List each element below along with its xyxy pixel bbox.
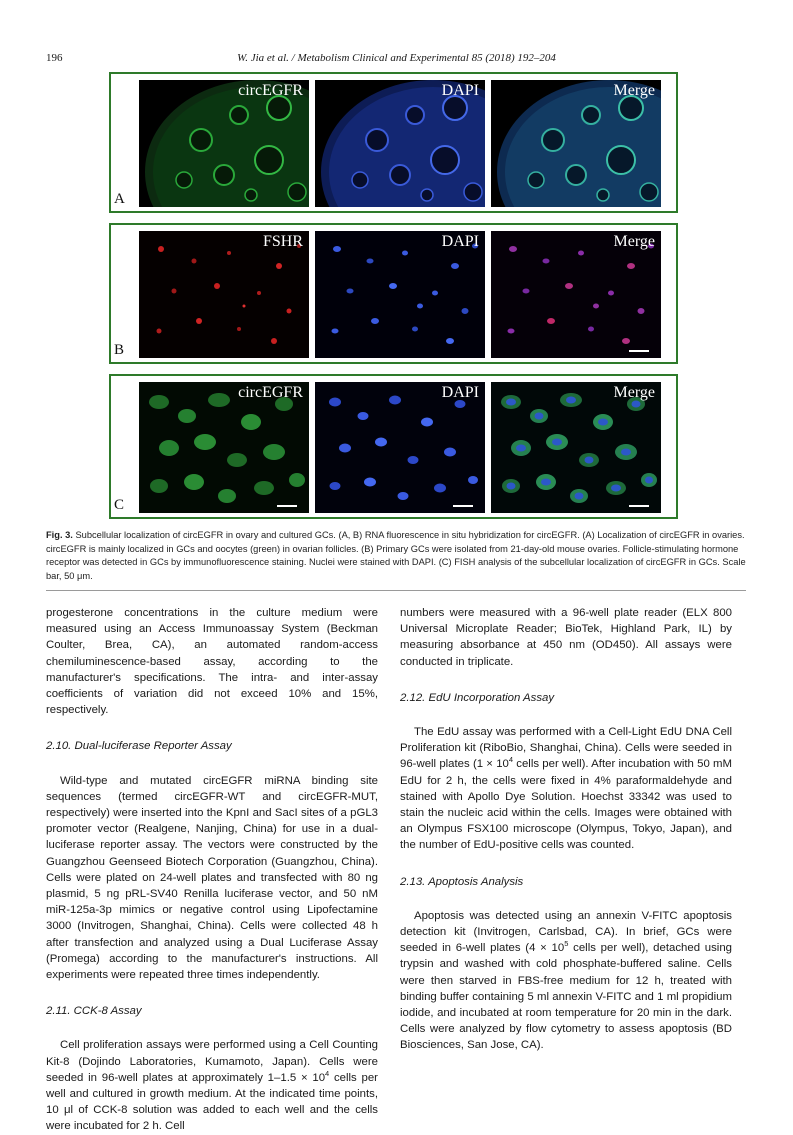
running-header (46, 52, 747, 68)
right-column (400, 605, 732, 1054)
micrograph-c-merge (491, 382, 661, 513)
divider (46, 590, 746, 591)
caption-label: Fig. 3. (46, 530, 73, 540)
figure-panel-b (109, 223, 678, 364)
scale-bar (629, 505, 649, 507)
micrograph-a-dapi (315, 80, 485, 207)
micrograph-c-dapi (315, 382, 485, 513)
image-label: Merge (613, 384, 655, 401)
panel-label-a: A (114, 191, 125, 207)
paragraph: numbers were measured with a 96-well plate reader (ELX 800 Universal Microplate Reader; BioTek, Highland Park, IL) by measuring absorbance at 450 nm (OD450). All assays were conducted in triplicate. (400, 607, 732, 668)
paragraph: The EdU assay was performed with a Cell-Light EdU DNA Cell Proliferation kit (RiboBio, Shanghai, China). Cells were seeded in 96-well plates ($1 \times 10^4$ cells per well). After incubation with 50 mM EdU for 2 h, the cells were fixed in 4% paraformaldehyde and stained with Apollo Dye Solution. Hoechst 33342 was used to stain the nucleic acid within the cells. Images were obtained with an Olympus FSX100 microscope (Olympus, Tokyo, Japan), and the number of EdU-positive cells was counted. (400, 726, 732, 852)
image-label: circEGFR (238, 82, 303, 99)
paragraph: Apoptosis was detected using an annexin V-FITC apoptosis detection kit (Invitrogen, Carlsbad, CA). In brief, GCs were seeded in 6-well plates ($4 \times 10^5$ cells per well), detached using trypsin and washed with cold phosphate-buffered saline. Cells were then starved in FBS-free medium for 12 h, treated with binding buffer containing 5 ml annexin V-FITC and 1 ml propidium iodide, and incubated at room temperature for 20 min in the dark. Cells were analyzed by flow cytometry to assess apoptosis (BD Biosciences, San Jose, CA). (400, 909, 732, 1052)
paragraph: Wild-type and mutated circEGFR miRNA binding site sequences (termed circEGFR-WT and circEGFR-MUT, respectively) were inserted into the KpnI and SacI sites of a pGL3 promoter vector (Realgene, Nanjing, China) for use in a dual-luciferase reporter assay. The vectors were constructed by the Guangzhou Geenseed Biotech Corporation (Guangzhou, China). Cells were plated on 24-well plates and transfected with 80 ng plasmid, 5 ng pRL-SV40 Renilla luciferase vector, and 50 nM miR-125a-3p mimics or negative control using Lipofectamine 3000 (Invitrogen, Shanghai, China). Cells were collected 48 h after transfection and analyzed using a Dual Luciferase Assay (Promega) according to the manufacturer's instructions. All experiments were repeated three times independently. (46, 774, 378, 982)
panel-label-c: C (114, 497, 125, 513)
section-heading-2-10: 2.10. Dual-luciferase Reporter Assay (46, 740, 232, 753)
image-label: DAPI (441, 384, 479, 401)
section-heading-2-13: 2.13. Apoptosis Analysis (400, 875, 524, 888)
image-label: Merge (613, 82, 655, 99)
scale-bar (629, 350, 649, 352)
micrograph-b-fshr (139, 231, 309, 358)
image-label: FSHR (262, 233, 303, 250)
figure-panel-c (109, 374, 678, 519)
paragraph: progesterone concentrations in the culture medium were measured using an Access Immunoassay System (Beckman Coulter, Brea, CA), an automated random-access chemiluminescence-based assay, according to the manufacturer's specifications. The intra- and inter-assay coefficients of variation did not exceed 10% and 15%, respectively. (46, 607, 378, 717)
figure-panel-a (109, 72, 678, 213)
figure-caption (46, 529, 746, 583)
caption-text: Subcellular localization of circEGFR in ovary and cultured GCs. (A, B) RNA fluorescence in situ hybridization for circEGFR. (A) Localization of circEGFR in ovaries. circEGFR is mainly localized in GCs and oocytes (green) in ovarian follicles. (B) Primary GCs were isolated from 21-day-old mouse ovaries. Follicle-stimulating hormone receptor was detected in GCs by immunofluorescence staining. Nuclei were stained with DAPI. (C) FISH analysis of the subcellular localization of circEGFR in GCs. Scale bar, 50 μm. (46, 530, 746, 581)
micrograph-b-dapi (315, 231, 485, 358)
image-label: circEGFR (238, 384, 303, 401)
journal-citation: W. Jia et al. / Metabolism Clinical and Experimental 85 (2018) 192–204 (237, 52, 556, 64)
micrograph-a-circegfr (139, 80, 309, 207)
panel-label-b: B (114, 342, 125, 358)
image-label: DAPI (441, 82, 479, 99)
section-heading-2-12: 2.12. EdU Incorporation Assay (400, 691, 555, 704)
scale-bar (453, 505, 473, 507)
image-label: Merge (613, 233, 655, 250)
scale-bar (277, 505, 297, 507)
micrograph-b-merge (491, 231, 661, 358)
page-number: 196 (46, 52, 63, 64)
micrograph-a-merge (491, 80, 661, 207)
left-column (46, 605, 378, 1135)
section-heading-2-11: 2.11. CCK-8 Assay (46, 1005, 142, 1018)
image-label: DAPI (441, 233, 479, 250)
paragraph: Cell proliferation assays were performed using a Cell Counting Kit-8 (Dojindo Laboratories, Kumamoto, Japan). Cells were seeded in 96-well plates at approximately $1-1.5 \times 10^4$ cells per well and cultured in growth medium. At the indicated time points, 10 μl of CCK-8 solution was added to each well and the cells were incubated for 2 h. Cell (46, 1039, 378, 1133)
micrograph-c-circegfr (139, 382, 309, 513)
